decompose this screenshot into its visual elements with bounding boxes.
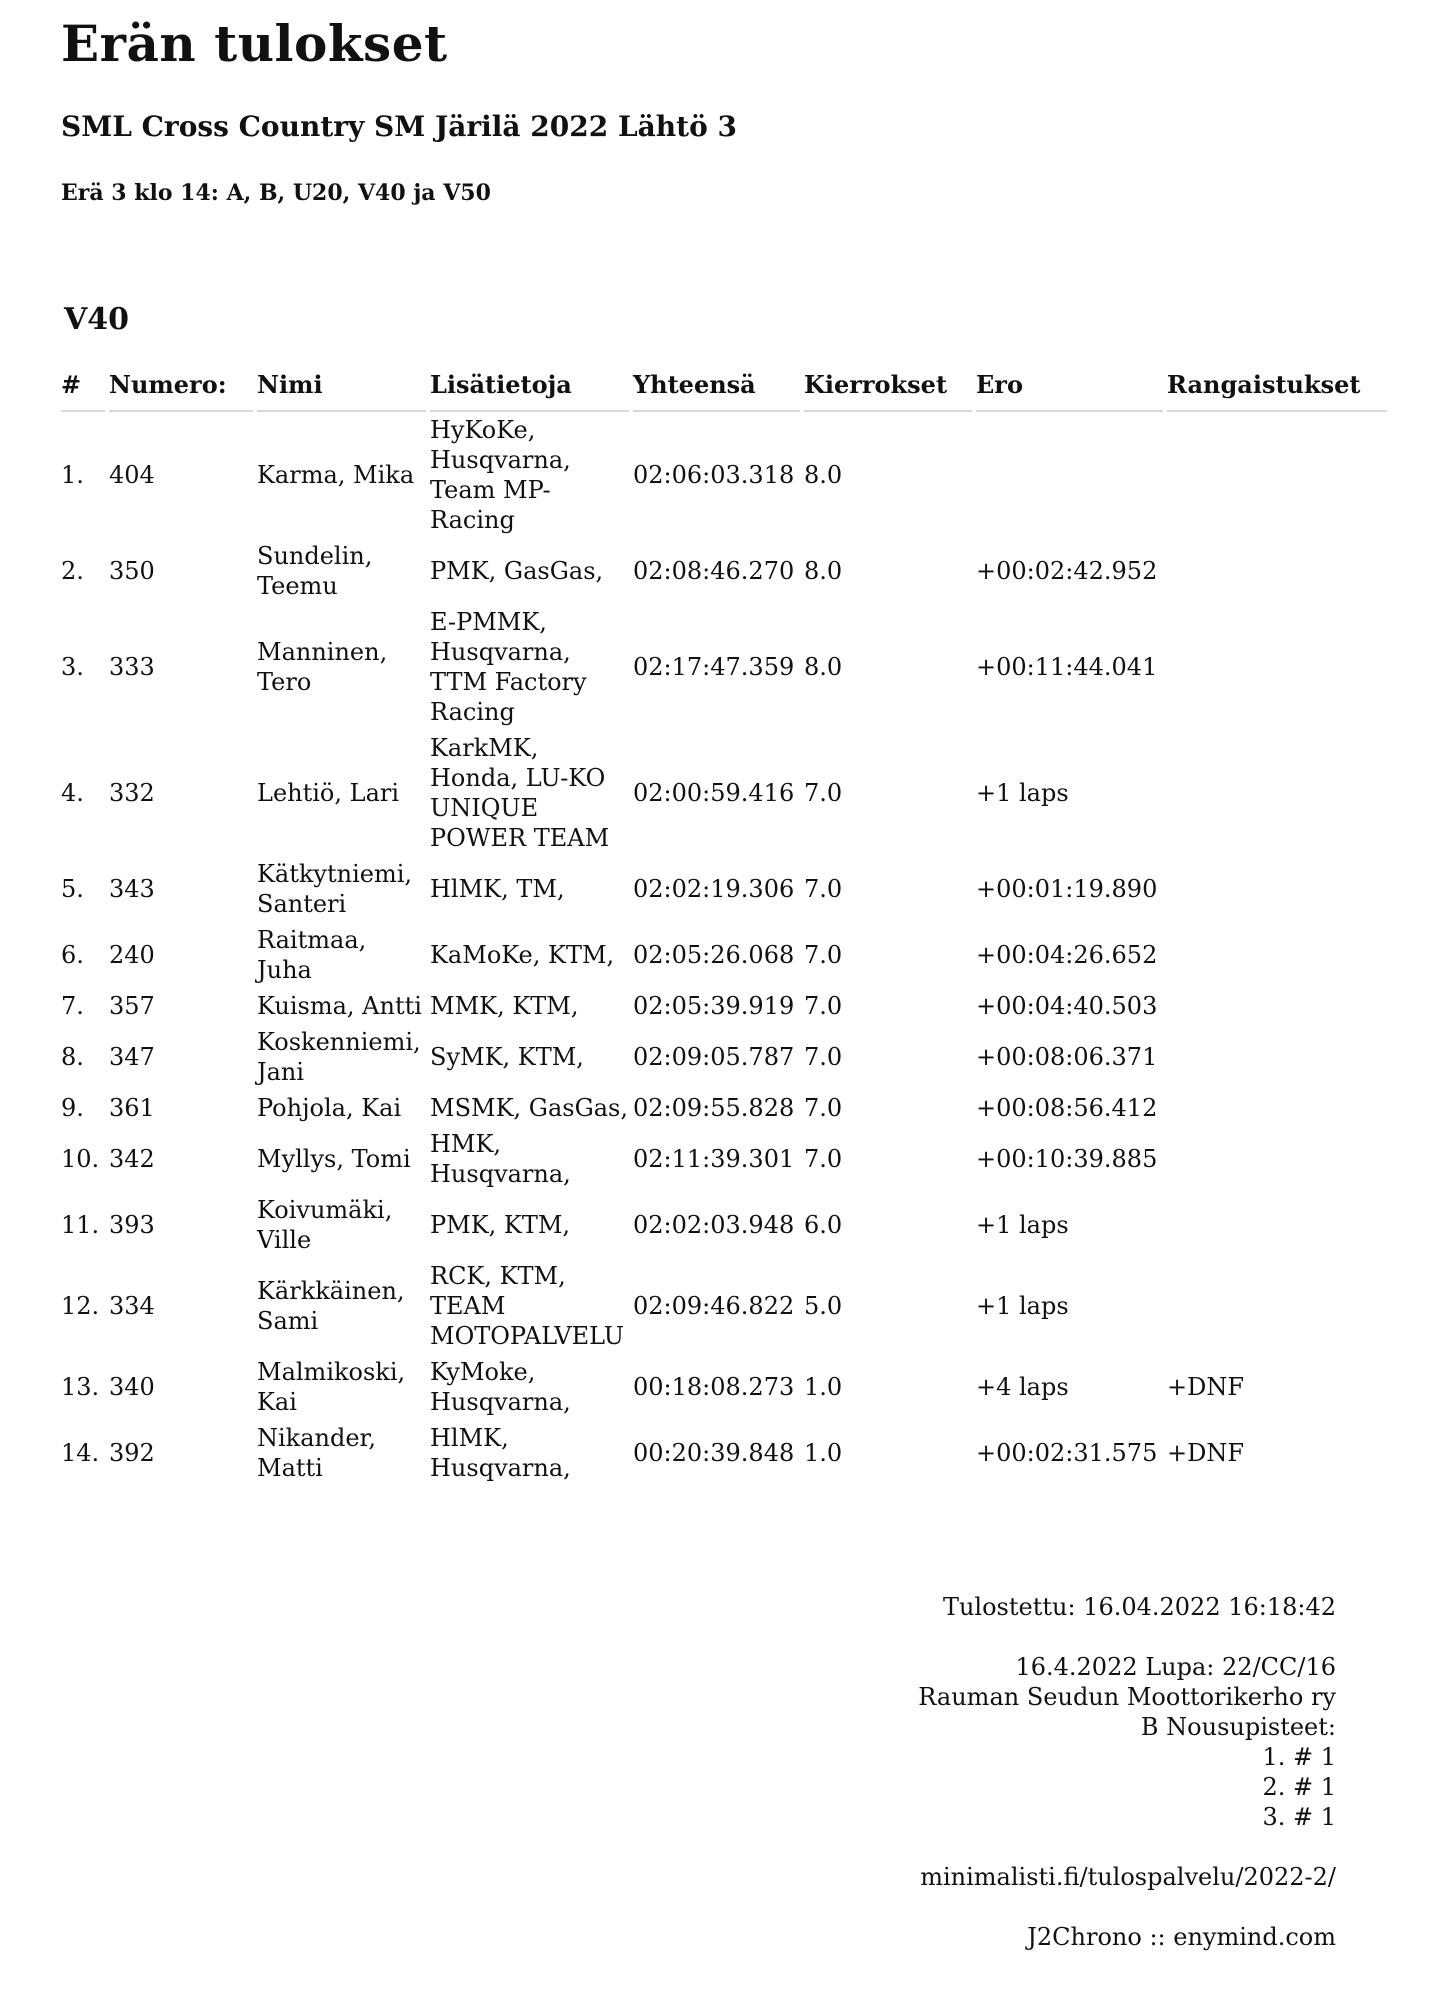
cell-name: Koivumäki, Ville — [257, 1196, 393, 1254]
cell-total: 02:05:26.068 — [633, 941, 795, 969]
cell-total: 02:11:39.301 — [633, 1145, 795, 1173]
table-row — [61, 730, 1387, 856]
cell-penalty — [1167, 1192, 1387, 1258]
cell-position: 8. — [61, 1043, 84, 1071]
cell-laps: 7.0 — [804, 875, 843, 903]
cell-number: 404 — [109, 461, 155, 489]
column-header-info: Lisätietoja — [430, 367, 629, 412]
cell-total: 02:09:55.828 — [633, 1094, 795, 1122]
cell-total: 02:17:47.359 — [633, 653, 795, 681]
cell-info: KaMoKe, KTM, — [430, 941, 615, 969]
cell-laps: 8.0 — [804, 461, 843, 489]
credit-text: J2Chrono :: enymind.com — [1027, 1923, 1336, 1951]
cell-laps: 7.0 — [804, 1094, 843, 1122]
cell-position: 1. — [61, 461, 84, 489]
cell-diff: +00:04:26.652 — [976, 941, 1158, 969]
table-row — [61, 1258, 1387, 1354]
cell-total: 02:02:03.948 — [633, 1211, 795, 1239]
cell-diff: +00:02:31.575 — [976, 1439, 1158, 1467]
table-row — [61, 1126, 1387, 1192]
cell-name: Kätkytniemi, Santeri — [257, 860, 413, 918]
cell-total: 02:08:46.270 — [633, 557, 795, 585]
column-header-laps: Kierrokset — [804, 367, 972, 412]
column-header-total: Yhteensä — [633, 367, 800, 412]
cell-info: RCK, KTM, TEAM MOTOPALVELU — [430, 1262, 625, 1350]
cell-laps: 5.0 — [804, 1292, 843, 1320]
cell-penalty — [1167, 412, 1387, 538]
points-item: 1. # 1 — [1262, 1743, 1336, 1771]
cell-diff — [976, 412, 1163, 538]
table-row — [61, 1192, 1387, 1258]
cell-total: 00:18:08.273 — [633, 1373, 795, 1401]
cell-penalty — [1167, 1258, 1387, 1354]
cell-total: 00:20:39.848 — [633, 1439, 795, 1467]
cell-total: 02:00:59.416 — [633, 779, 795, 807]
cell-laps: 8.0 — [804, 557, 843, 585]
points-item: 3. # 1 — [1262, 1803, 1336, 1831]
printed-timestamp: Tulostettu: 16.04.2022 16:18:42 — [942, 1593, 1336, 1621]
cell-diff: +00:11:44.041 — [976, 653, 1158, 681]
cell-number: 240 — [109, 941, 155, 969]
cell-position: 10. — [61, 1145, 100, 1173]
column-header-number: Numero: — [109, 367, 253, 412]
cell-info: KarkMK, Honda, LU-KO UNIQUE POWER TEAM — [430, 734, 610, 852]
cell-name: Kärkkäinen, Sami — [257, 1277, 405, 1335]
cell-diff: +1 laps — [976, 1211, 1069, 1239]
cell-name: Koskenniemi, Jani — [257, 1028, 421, 1086]
cell-number: 342 — [109, 1145, 155, 1173]
cell-diff: +00:08:06.371 — [976, 1043, 1158, 1071]
cell-penalty — [1167, 856, 1387, 922]
table-row — [61, 412, 1387, 538]
cell-total: 02:09:46.822 — [633, 1292, 795, 1320]
permit-info: 16.4.2022 Lupa: 22/CC/16 — [1015, 1653, 1336, 1681]
cell-name: Manninen, Tero — [257, 638, 388, 696]
table-row — [61, 604, 1387, 730]
cell-penalty — [1167, 1126, 1387, 1192]
cell-laps: 7.0 — [804, 992, 843, 1020]
column-header-penalty: Rangaistukset — [1167, 367, 1387, 412]
source-url: minimalisti.fi/tulospalvelu/2022-2/ — [920, 1863, 1336, 1891]
column-header-name: Nimi — [257, 367, 426, 412]
cell-info: PMK, GasGas, — [430, 557, 604, 585]
cell-info: HMK, Husqvarna, — [430, 1130, 571, 1188]
cell-number: 357 — [109, 992, 155, 1020]
cell-info: SyMK, KTM, — [430, 1043, 584, 1071]
cell-penalty: +DNF — [1167, 1439, 1245, 1467]
cell-total: 02:02:19.306 — [633, 875, 795, 903]
cell-number: 334 — [109, 1292, 155, 1320]
cell-laps: 7.0 — [804, 779, 843, 807]
cell-penalty — [1167, 922, 1387, 988]
cell-position: 6. — [61, 941, 84, 969]
cell-number: 340 — [109, 1373, 155, 1401]
cell-name: Lehtiö, Lari — [257, 779, 400, 807]
cell-info: MMK, KTM, — [430, 992, 579, 1020]
cell-diff: +4 laps — [976, 1373, 1069, 1401]
page-title: Erän tulokset — [61, 14, 448, 73]
results-table — [57, 367, 1391, 1486]
cell-laps: 7.0 — [804, 941, 843, 969]
cell-name: Karma, Mika — [257, 461, 415, 489]
cell-penalty — [1167, 730, 1387, 856]
cell-info: PMK, KTM, — [430, 1211, 571, 1239]
cell-diff: +1 laps — [976, 779, 1069, 807]
cell-position: 2. — [61, 557, 84, 585]
cell-position: 9. — [61, 1094, 84, 1122]
cell-info: HlMK, Husqvarna, — [430, 1424, 571, 1482]
cell-diff: +00:10:39.885 — [976, 1145, 1158, 1173]
heat-title: Erä 3 klo 14: A, B, U20, V40 ja V50 — [61, 180, 491, 206]
event-title: SML Cross Country SM Järilä 2022 Lähtö 3 — [61, 110, 737, 143]
table-header-row — [61, 367, 1387, 412]
cell-name: Myllys, Tomi — [257, 1145, 411, 1173]
cell-number: 343 — [109, 875, 155, 903]
cell-laps: 1.0 — [804, 1373, 843, 1401]
cell-position: 5. — [61, 875, 84, 903]
cell-name: Kuisma, Antti — [257, 992, 422, 1020]
cell-laps: 7.0 — [804, 1043, 843, 1071]
table-row — [61, 1024, 1387, 1090]
table-row — [61, 1090, 1387, 1126]
cell-laps: 7.0 — [804, 1145, 843, 1173]
points-label: B Nousupisteet: — [1140, 1713, 1336, 1741]
cell-penalty: +DNF — [1167, 1373, 1245, 1401]
cell-penalty — [1167, 538, 1387, 604]
cell-diff: +00:08:56.412 — [976, 1094, 1158, 1122]
cell-total: 02:05:39.919 — [633, 992, 795, 1020]
cell-position: 3. — [61, 653, 84, 681]
cell-diff: +1 laps — [976, 1292, 1069, 1320]
cell-position: 7. — [61, 992, 84, 1020]
table-row — [61, 856, 1387, 922]
table-row — [61, 1420, 1387, 1486]
cell-penalty — [1167, 1090, 1387, 1126]
cell-info: E-PMMK, Husqvarna, TTM Factory Racing — [430, 608, 587, 726]
cell-number: 350 — [109, 557, 155, 585]
cell-number: 392 — [109, 1439, 155, 1467]
table-row — [61, 922, 1387, 988]
cell-info: HlMK, TM, — [430, 875, 565, 903]
cell-name: Raitmaa, Juha — [257, 926, 367, 984]
cell-total: 02:06:03.318 — [633, 461, 795, 489]
organizer-name: Rauman Seudun Moottorikerho ry — [918, 1683, 1336, 1711]
cell-diff: +00:04:40.503 — [976, 992, 1158, 1020]
cell-position: 4. — [61, 779, 84, 807]
results-body — [61, 412, 1387, 1486]
cell-info: KyMoke, Husqvarna, — [430, 1358, 571, 1416]
cell-name: Nikander, Matti — [257, 1424, 377, 1482]
cell-total: 02:09:05.787 — [633, 1043, 795, 1071]
cell-penalty — [1167, 1024, 1387, 1090]
cell-position: 14. — [61, 1439, 100, 1467]
cell-info: HyKoKe, Husqvarna, Team MP-Racing — [430, 416, 571, 534]
cell-position: 12. — [61, 1292, 100, 1320]
cell-number: 333 — [109, 653, 155, 681]
cell-info: MSMK, GasGas, — [430, 1094, 628, 1122]
cell-name: Sundelin, Teemu — [257, 542, 373, 600]
cell-laps: 8.0 — [804, 653, 843, 681]
cell-number: 347 — [109, 1043, 155, 1071]
cell-penalty — [1167, 988, 1387, 1024]
cell-name: Malmikoski, Kai — [257, 1358, 406, 1416]
footer — [918, 1592, 1336, 1952]
cell-number: 393 — [109, 1211, 155, 1239]
table-row — [61, 538, 1387, 604]
points-item: 2. # 1 — [1262, 1773, 1336, 1801]
cell-position: 13. — [61, 1373, 100, 1401]
cell-penalty — [1167, 604, 1387, 730]
cell-diff: +00:02:42.952 — [976, 557, 1158, 585]
cell-laps: 1.0 — [804, 1439, 843, 1467]
table-row — [61, 1354, 1387, 1420]
cell-number: 361 — [109, 1094, 155, 1122]
column-header-position: # — [61, 367, 105, 412]
cell-diff: +00:01:19.890 — [976, 875, 1158, 903]
cell-position: 11. — [61, 1211, 100, 1239]
cell-number: 332 — [109, 779, 155, 807]
cell-laps: 6.0 — [804, 1211, 843, 1239]
column-header-diff: Ero — [976, 367, 1163, 412]
cell-name: Pohjola, Kai — [257, 1094, 402, 1122]
table-row — [61, 988, 1387, 1024]
class-title: V40 — [64, 302, 130, 337]
